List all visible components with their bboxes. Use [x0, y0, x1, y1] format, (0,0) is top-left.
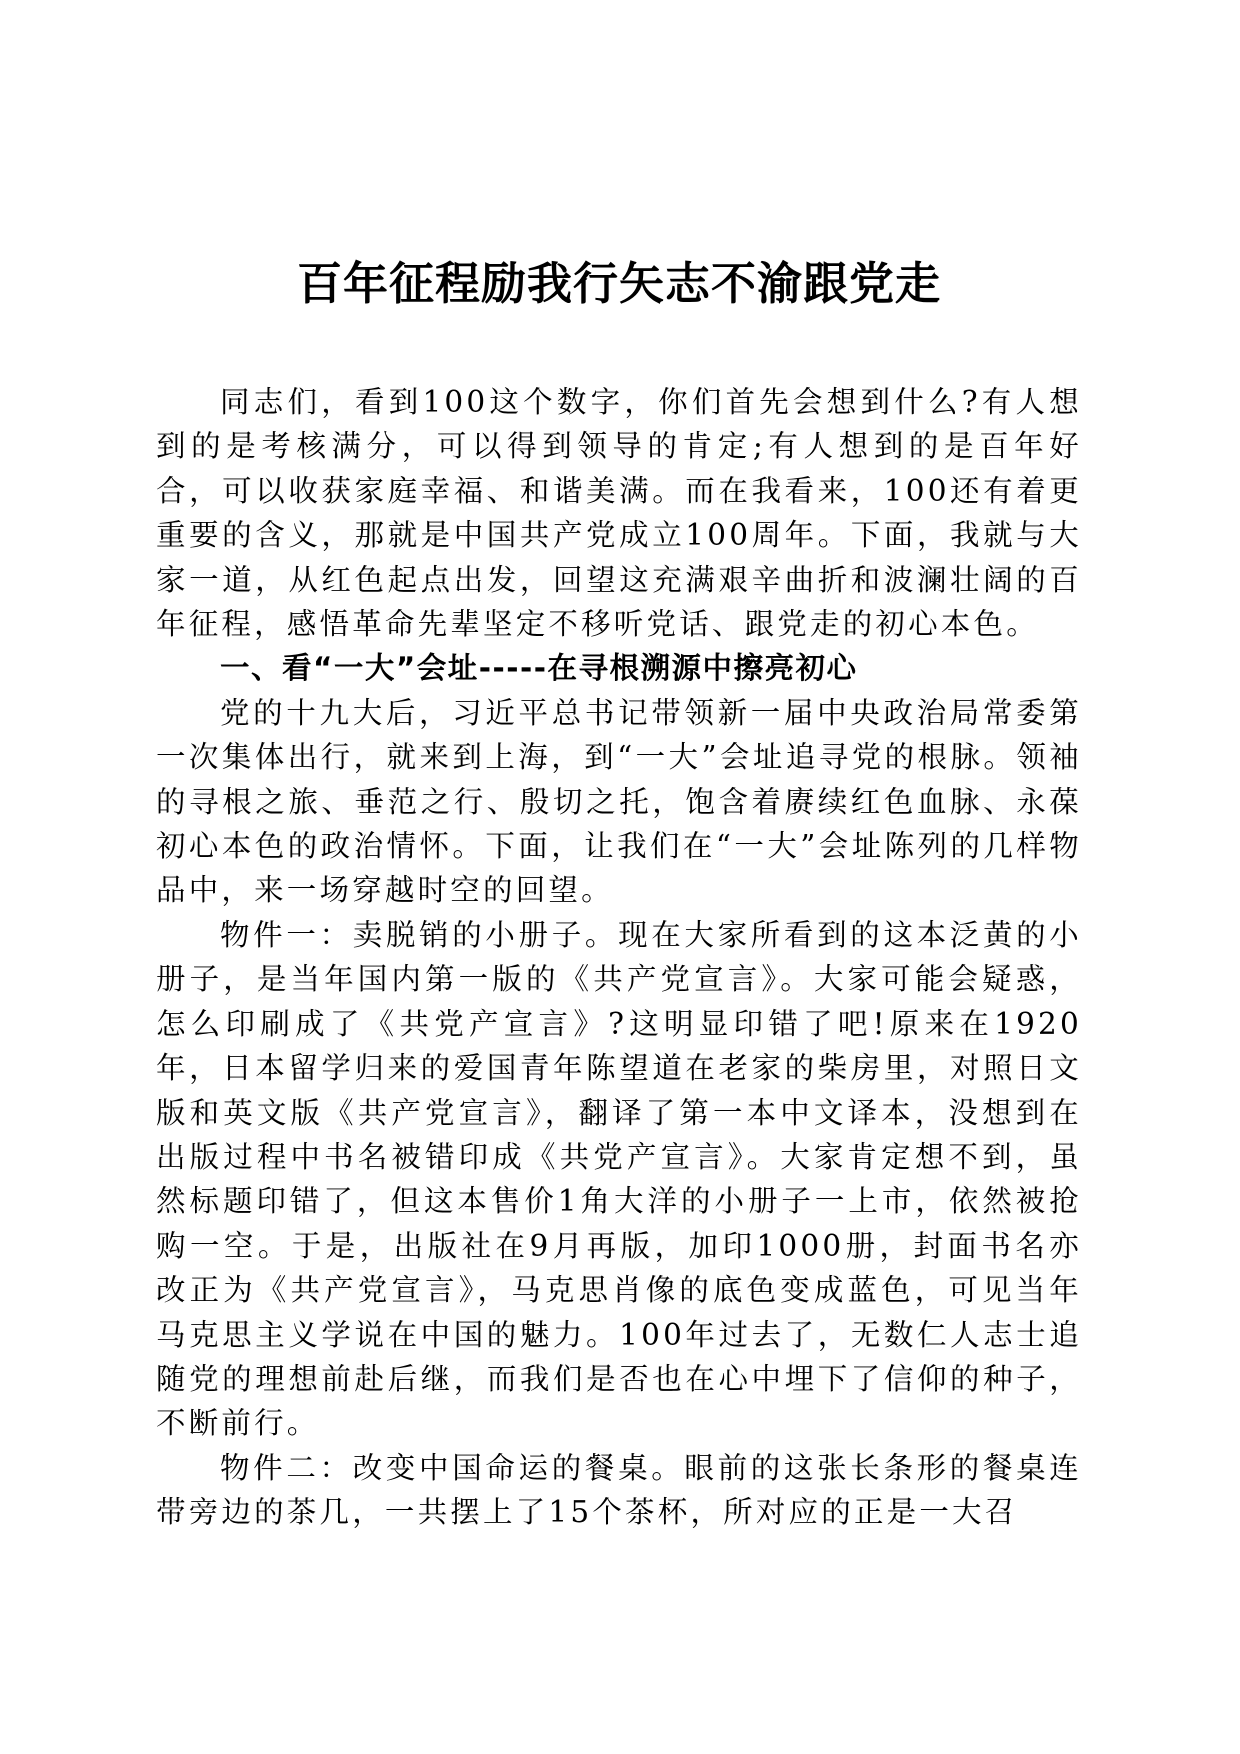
document-title: 百年征程励我行矢志不渝跟党走 [296, 257, 941, 310]
document-body [156, 380, 1082, 1535]
section-heading: 一、看“一大”会址-----在寻根溯源中擦亮初心 [220, 651, 858, 686]
intro-paragraph: 同志们，看到100这个数字，你们首先会想到什么?有人想到的是考核满分，可以得到领导的肯定;有人想到的是百年好合，可以收获家庭幸福、和谐美满。而在我看来，100还有着更重要的含义，那就是中国共产党成立100周年。下面，我就与大家一道，从红色起点出发，回望这充满艰辛曲折和波澜壮阔的百年征程，感悟革命先辈坚定不移听党话、跟党走的初心本色。 [156, 385, 1082, 642]
body-paragraph: 物件二：改变中国命运的餐桌。眼前的这张长条形的餐桌连带旁边的茶几，一共摆上了15个茶杯，所对应的正是一大召 [156, 1450, 1082, 1530]
body-paragraph: 党的十九大后，习近平总书记带领新一届中央政治局常委第一次集体出行，就来到上海，到“一大”会址追寻党的根脉。领袖的寻根之旅、垂范之行、殷切之托，饱含着赓续红色血脉、永葆初心本色的政治情怀。下面，让我们在“一大”会址陈列的几样物品中，来一场穿越时空的回望。 [156, 695, 1082, 908]
body-paragraph: 物件一：卖脱销的小册子。现在大家所看到的这本泛黄的小册子，是当年国内第一版的《共产党宣言》。大家可能会疑惑，怎么印刷成了《共党产宣言》?这明显印错了吧!原来在1920年，日本留学归来的爱国青年陈望道在老家的柴房里，对照日文版和英文版《共产党宣言》，翻译了第一本中文译本，没想到在出版过程中书名被错印成《共党产宣言》。大家肯定想不到，虽然标题印错了，但这本售价1角大洋的小册子一上市，依然被抢购一空。于是，出版社在9月再版，加印1000册，封面书名亦改正为《共产党宣言》，马克思肖像的底色变成蓝色，可见当年马克思主义学说在中国的魅力。100年过去了，无数仁人志士追随党的理想前赴后继，而我们是否也在心中埋下了信仰的种子，不断前行。 [156, 917, 1082, 1441]
